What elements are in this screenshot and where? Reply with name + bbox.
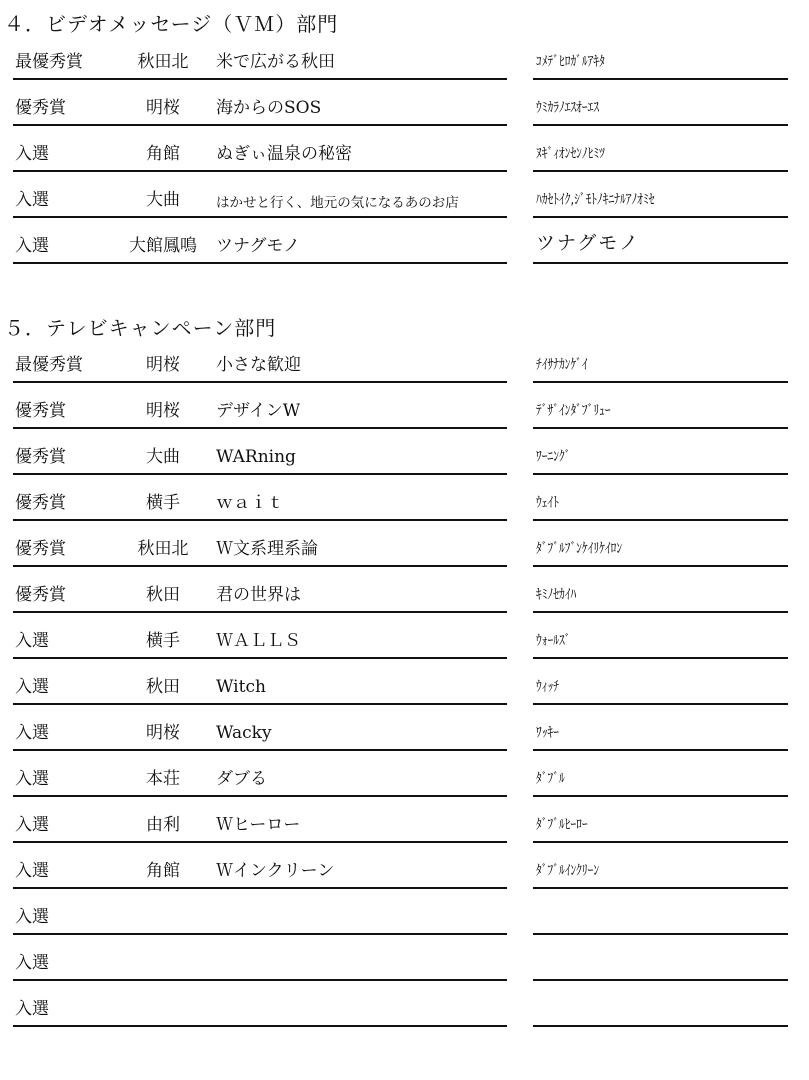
award-label: 入選: [15, 999, 49, 1019]
work-title-kana: ﾀﾞﾌﾞﾙｲﾝｸﾘｰﾝ: [536, 863, 600, 879]
work-title: Wacky: [216, 723, 272, 743]
school-name: 明桜: [146, 723, 180, 743]
award-label: 入選: [15, 953, 49, 973]
entry-underline: [13, 795, 507, 797]
school-name: 横手: [146, 493, 180, 513]
school-name: 明桜: [146, 401, 180, 421]
table-row: [0, 392, 809, 432]
work-title-kana: ｳｨｯﾁ: [536, 679, 559, 695]
school-name: 秋田北: [137, 539, 189, 559]
table-row: [0, 484, 809, 524]
school-name: 大曲: [146, 447, 180, 467]
award-label: 優秀賞: [15, 98, 66, 118]
work-title: ＷＡＬＬＳ: [216, 631, 301, 651]
award-label: 最優秀賞: [15, 355, 83, 375]
table-row: [0, 898, 809, 938]
award-label: 入選: [15, 190, 49, 210]
work-title-kana: ﾊｶｾﾄｲｸ,ｼﾞﾓﾄﾉｷﾆﾅﾙｱﾉｵﾐｾ: [536, 192, 655, 208]
table-row: [0, 944, 809, 984]
entry-underline: [13, 565, 507, 567]
school-name: 明桜: [146, 355, 180, 375]
award-label: 入選: [15, 861, 49, 881]
award-label: 入選: [15, 677, 49, 697]
work-title-kana: ﾀﾞﾌﾞﾙﾋｰﾛｰ: [536, 817, 588, 833]
award-label: 入選: [15, 769, 49, 789]
kana-underline: [533, 473, 788, 475]
section-title-vm: ４．ビデオメッセージ（ＶＭ）部門: [4, 12, 339, 36]
entry-underline: [13, 473, 507, 475]
school-name: 秋田: [146, 585, 180, 605]
kana-underline: [533, 933, 788, 935]
table-row: [0, 668, 809, 708]
award-label: 入選: [15, 236, 49, 256]
entry-underline: [13, 933, 507, 935]
entry-underline: [13, 262, 507, 264]
work-title: デザインW: [216, 401, 301, 421]
table-row: [0, 990, 809, 1030]
work-title: 米で広がる秋田: [216, 52, 335, 72]
work-title-kana: ﾜｯｷｰ: [536, 725, 559, 741]
kana-underline: [533, 170, 788, 172]
work-title-kana: ｳｪｲﾄ: [536, 495, 559, 511]
school-name: 横手: [146, 631, 180, 651]
work-title-kana: ﾁｲｻﾅｶﾝｹﾞｲ: [536, 357, 588, 373]
work-title-kana: ﾇｷﾞｨｵﾝｾﾝﾉﾋﾐﾂ: [536, 146, 605, 162]
table-row: [0, 576, 809, 616]
kana-underline: [533, 519, 788, 521]
work-title: ぬぎぃ温泉の秘密: [216, 144, 352, 164]
kana-underline: [533, 749, 788, 751]
table-row: [0, 227, 809, 267]
kana-underline: [533, 657, 788, 659]
entry-underline: [13, 170, 507, 172]
kana-underline: [533, 427, 788, 429]
table-row: [0, 622, 809, 662]
kana-underline: [533, 1025, 788, 1027]
table-row: [0, 181, 809, 221]
work-title: Ｗインクリーン: [216, 861, 335, 881]
award-label: 最優秀賞: [15, 52, 83, 72]
entry-underline: [13, 1025, 507, 1027]
entry-underline: [13, 381, 507, 383]
award-label: 優秀賞: [15, 539, 66, 559]
table-row: [0, 438, 809, 478]
table-row: [0, 806, 809, 846]
award-label: 優秀賞: [15, 585, 66, 605]
table-row: [0, 852, 809, 892]
entry-underline: [13, 124, 507, 126]
award-label: 入選: [15, 907, 49, 927]
table-row: [0, 530, 809, 570]
entry-underline: [13, 427, 507, 429]
work-title-kana: ﾃﾞｻﾞｲﾝﾀﾞﾌﾞﾘｭｰ: [536, 403, 611, 419]
work-title-kana: ｺﾒﾃﾞﾋﾛｶﾞﾙｱｷﾀ: [536, 54, 605, 70]
work-title: 小さな歓迎: [216, 355, 301, 375]
entry-underline: [13, 78, 507, 80]
work-title: ツナグモノ: [216, 236, 301, 256]
work-title: WARning: [216, 447, 296, 467]
award-label: 入選: [15, 144, 49, 164]
kana-underline: [533, 703, 788, 705]
school-name: 大曲: [146, 190, 180, 210]
kana-underline: [533, 611, 788, 613]
award-label: 入選: [15, 631, 49, 651]
work-title: Ｗヒーロー: [216, 815, 301, 835]
table-row: [0, 714, 809, 754]
award-label: 入選: [15, 723, 49, 743]
table-row: [0, 135, 809, 175]
work-title-kana: ﾜｰﾆﾝｸﾞ: [536, 449, 571, 465]
table-row: [0, 89, 809, 129]
work-title-kana: ｳﾐｶﾗﾉｴｽｵｰｴｽ: [536, 100, 600, 116]
work-title-kana: ツナグモノ: [536, 232, 641, 254]
work-title-kana: ﾀﾞﾌﾞﾙﾌﾞﾝｹｲﾘｹｲﾛﾝ: [536, 541, 623, 557]
entry-underline: [13, 216, 507, 218]
work-title-kana: ｷﾐﾉｾｶｲﾊ: [536, 587, 577, 603]
school-name: 角館: [146, 861, 180, 881]
award-label: 優秀賞: [15, 447, 66, 467]
award-label: 優秀賞: [15, 493, 66, 513]
entry-underline: [13, 841, 507, 843]
school-name: 明桜: [146, 98, 180, 118]
work-title: はかせと行く、地元の気になるあのお店: [216, 195, 459, 211]
award-label: 入選: [15, 815, 49, 835]
kana-underline: [533, 381, 788, 383]
work-title-kana: ｳｫｰﾙｽﾞ: [536, 633, 571, 649]
entry-underline: [13, 703, 507, 705]
work-title: 君の世界は: [216, 585, 301, 605]
kana-underline: [533, 78, 788, 80]
entry-underline: [13, 749, 507, 751]
section-title-tv-campaign: ５．テレビキャンペーン部門: [4, 316, 277, 340]
work-title: 海からのSOS: [216, 98, 322, 118]
work-title-kana: ﾀﾞﾌﾞﾙ: [536, 771, 565, 787]
kana-underline: [533, 124, 788, 126]
school-name: 本荘: [146, 769, 180, 789]
award-label: 優秀賞: [15, 401, 66, 421]
school-name: 大館鳳鳴: [129, 236, 197, 256]
table-row: [0, 346, 809, 386]
entry-underline: [13, 519, 507, 521]
entry-underline: [13, 887, 507, 889]
work-title: ダブる: [216, 769, 267, 789]
entry-underline: [13, 979, 507, 981]
work-title: Ｗ文系理系論: [216, 539, 318, 559]
entry-underline: [13, 657, 507, 659]
kana-underline: [533, 565, 788, 567]
work-title: Witch: [216, 677, 266, 697]
kana-underline: [533, 979, 788, 981]
school-name: 由利: [146, 815, 180, 835]
kana-underline: [533, 795, 788, 797]
school-name: 秋田: [146, 677, 180, 697]
work-title: ｗａｉｔ: [216, 493, 284, 513]
kana-underline: [533, 841, 788, 843]
kana-underline: [533, 887, 788, 889]
kana-underline: [533, 262, 788, 264]
school-name: 秋田北: [137, 52, 189, 72]
entry-underline: [13, 611, 507, 613]
kana-underline: [533, 216, 788, 218]
school-name: 角館: [146, 144, 180, 164]
table-row: [0, 760, 809, 800]
table-row: [0, 43, 809, 83]
